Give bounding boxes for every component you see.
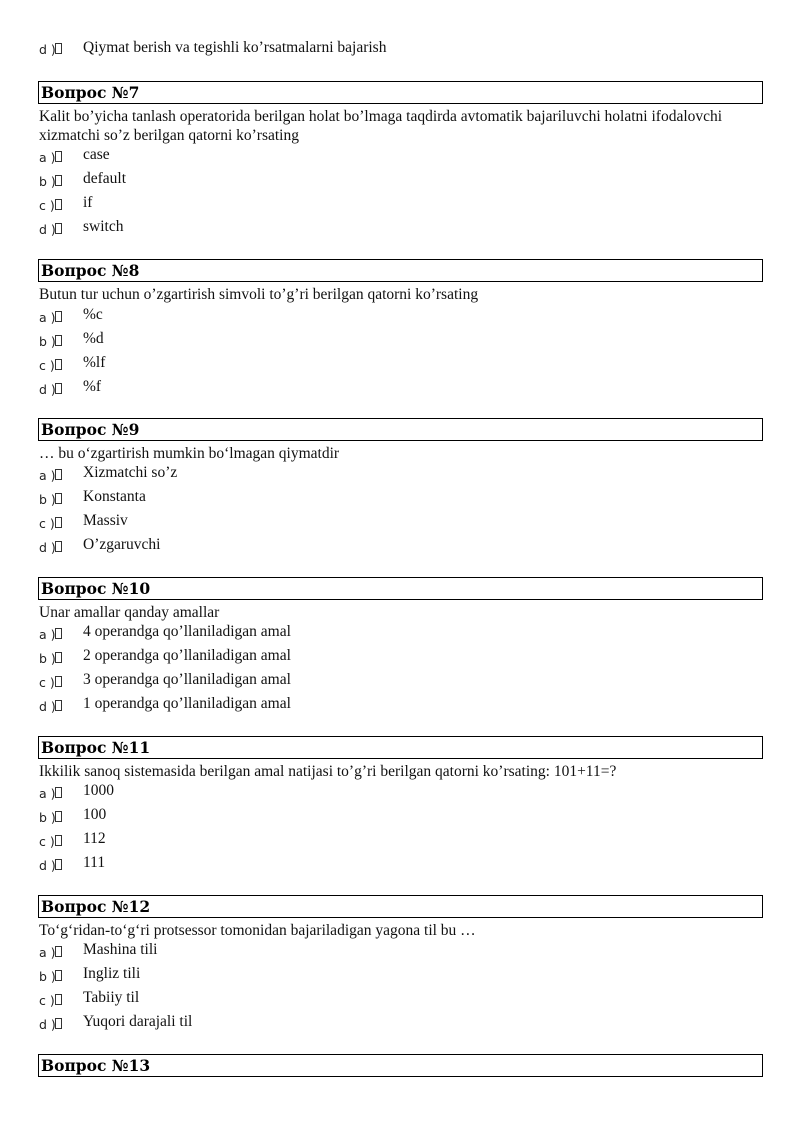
checkbox[interactable] — [55, 676, 62, 687]
option-letter: c ) — [39, 834, 55, 849]
question-text: … bu o‘zgartirish mumkin bo‘lmagan qiymatdir — [39, 445, 340, 462]
checkbox[interactable] — [55, 311, 62, 322]
option-text: 2 operandga qo’llaniladigan amal — [83, 647, 291, 664]
checkbox[interactable] — [55, 787, 62, 798]
option-letter: c ) — [39, 198, 55, 213]
option-text: Qiymat berish va tegishli ko’rsatmalarni bajarish — [83, 39, 387, 56]
option-letter: b ) — [39, 334, 56, 349]
question-title: Вопрос №7 — [41, 83, 140, 102]
checkbox[interactable] — [55, 335, 62, 346]
option-letter: b ) — [39, 651, 56, 666]
checkbox[interactable] — [55, 835, 62, 846]
option-text: Ingliz tili — [83, 965, 141, 982]
checkbox[interactable] — [55, 43, 62, 54]
option-text: case — [83, 146, 110, 163]
checkbox[interactable] — [55, 223, 62, 234]
option-text: 3 operandga qo’llaniladigan amal — [83, 671, 291, 688]
question-header — [38, 81, 763, 104]
option-text: Xizmatchi so’z — [83, 464, 178, 481]
question-title: Вопрос №13 — [41, 1056, 151, 1075]
checkbox[interactable] — [55, 970, 62, 981]
checkbox[interactable] — [55, 493, 62, 504]
option-text: default — [83, 170, 127, 187]
option-letter: a ) — [39, 150, 56, 165]
option-letter: d ) — [39, 699, 56, 714]
question-header — [38, 418, 763, 441]
option-letter: d ) — [39, 540, 56, 555]
option-letter: c ) — [39, 993, 55, 1008]
option-text: O’zgaruvchi — [83, 536, 161, 553]
question-title: Вопрос №11 — [41, 738, 151, 757]
option-letter: d ) — [39, 222, 56, 237]
option-letter: b ) — [39, 174, 56, 189]
option-text: %d — [83, 330, 104, 347]
option-letter: a ) — [39, 468, 56, 483]
option-letter: a ) — [39, 786, 56, 801]
checkbox[interactable] — [55, 541, 62, 552]
option-text: Konstanta — [83, 488, 146, 505]
option-text: %lf — [83, 354, 106, 371]
question-title: Вопрос №9 — [41, 420, 140, 439]
question-text: Unar amallar qanday amallar — [39, 604, 220, 621]
option-letter: c ) — [39, 358, 55, 373]
option-text: if — [83, 194, 93, 211]
question-title: Вопрос №10 — [41, 579, 151, 598]
question-title: Вопрос №8 — [41, 261, 140, 280]
option-letter: a ) — [39, 310, 56, 325]
option-letter: a ) — [39, 627, 56, 642]
checkbox[interactable] — [55, 652, 62, 663]
question-text: Kalit bo’yicha tanlash operatorida berilgan holat bo’lmaga taqdirda avtomatik bajariluvchi holatni ifodalovchi xizmatchi so’z berilgan qatorni ko’rsating — [39, 108, 723, 144]
checkbox[interactable] — [55, 700, 62, 711]
question-header — [38, 736, 763, 759]
option-letter: d ) — [39, 382, 56, 397]
checkbox[interactable] — [55, 175, 62, 186]
option-text: Tabiiy til — [83, 989, 140, 1006]
question-text: To‘g‘ridan-to‘g‘ri protsessor tomonidan bajariladigan yagona til bu … — [39, 922, 476, 939]
checkbox[interactable] — [55, 1018, 62, 1029]
option-text: Yuqori darajali til — [83, 1013, 193, 1030]
option-letter: b ) — [39, 810, 56, 825]
option-text: 100 — [83, 806, 107, 823]
option-letter: d ) — [39, 1017, 56, 1032]
option-text: 1000 — [83, 782, 114, 799]
checkbox[interactable] — [55, 517, 62, 528]
option-letter: b ) — [39, 969, 56, 984]
checkbox[interactable] — [55, 994, 62, 1005]
option-text: %c — [83, 306, 103, 323]
checkbox[interactable] — [55, 946, 62, 957]
checkbox[interactable] — [55, 628, 62, 639]
option-text: 112 — [83, 830, 106, 847]
option-text: 4 operandga qo’llaniladigan amal — [83, 623, 291, 640]
option-text: Mashina tili — [83, 941, 158, 958]
option-text: %f — [83, 378, 102, 395]
question-header — [38, 577, 763, 600]
checkbox[interactable] — [55, 859, 62, 870]
option-letter: d ) — [39, 42, 56, 57]
option-text: 1 operandga qo’llaniladigan amal — [83, 695, 291, 712]
question-header — [38, 259, 763, 282]
option-text: 111 — [83, 854, 106, 871]
question-header — [38, 1054, 763, 1077]
option-letter: d ) — [39, 858, 56, 873]
checkbox[interactable] — [55, 359, 62, 370]
option-letter: a ) — [39, 945, 56, 960]
option-letter: b ) — [39, 492, 56, 507]
option-letter: c ) — [39, 675, 55, 690]
option-text: Massiv — [83, 512, 128, 529]
checkbox[interactable] — [55, 469, 62, 480]
option-letter: c ) — [39, 516, 55, 531]
option-text: switch — [83, 218, 124, 235]
question-text: Ikkilik sanoq sistemasida berilgan amal natijasi to’g’ri berilgan qatorni ko’rsating: 101+11=? — [39, 763, 617, 780]
checkbox[interactable] — [55, 199, 62, 210]
checkbox[interactable] — [55, 811, 62, 822]
question-text: Butun tur uchun o’zgartirish simvoli to’g’ri berilgan qatorni ko’rsating — [39, 286, 479, 303]
checkbox[interactable] — [55, 383, 62, 394]
question-title: Вопрос №12 — [41, 897, 151, 916]
question-header — [38, 895, 763, 918]
checkbox[interactable] — [55, 151, 62, 162]
